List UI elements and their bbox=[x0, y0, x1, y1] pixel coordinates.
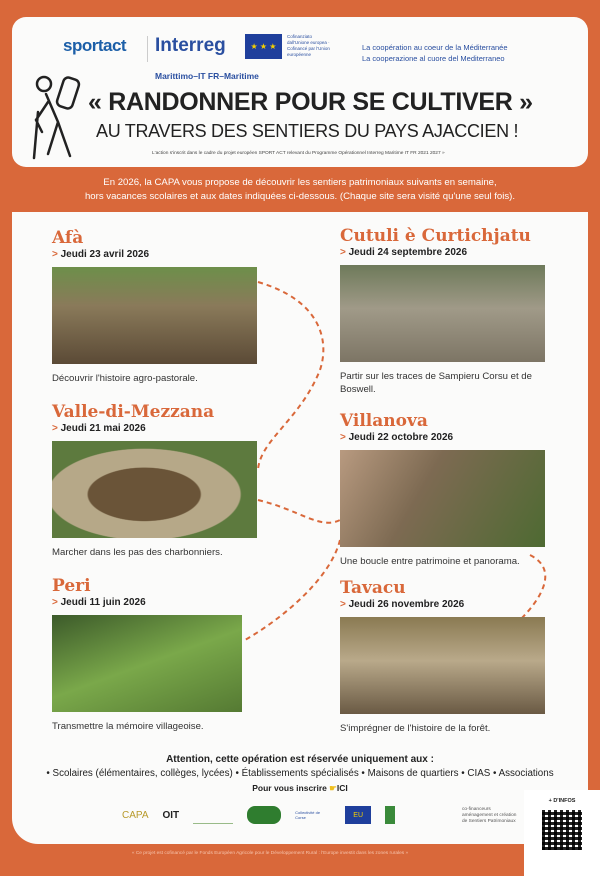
site-photo bbox=[340, 265, 545, 362]
site-caption: Transmettre la mémoire villageoise. bbox=[52, 721, 204, 732]
heron-logo bbox=[193, 806, 233, 824]
sportact-logo: sportact bbox=[63, 36, 127, 55]
oit-logo: OIT bbox=[162, 809, 180, 821]
interreg-logo: Interreg bbox=[155, 35, 226, 56]
site-name: Villanova bbox=[340, 411, 428, 431]
site-photo bbox=[52, 267, 257, 364]
site-name: Afà bbox=[52, 228, 84, 248]
logo-divider bbox=[147, 36, 148, 62]
page-title: « RANDONNER POUR SE CULTIVER » bbox=[88, 88, 533, 116]
infos-label: + D'INFOS bbox=[548, 798, 576, 804]
site-caption: Partir sur les traces de Sampieru Corsu et de Boswell. bbox=[340, 371, 532, 395]
site-date: > Jeudi 23 avril 2026 bbox=[52, 249, 150, 260]
register-line: Pour vous inscrire ☛ICI bbox=[252, 783, 348, 793]
corse-logo: Collectivité de Corse bbox=[295, 810, 321, 820]
site-photo bbox=[52, 615, 242, 712]
cooperation-tagline: La coopération au coeur de la Méditerranée La cooperazione al cuore del Mediterraneo bbox=[362, 43, 508, 63]
site-date: > Jeudi 21 mai 2026 bbox=[52, 423, 146, 434]
program-note: L'action s'inscrit dans le cadre du projet européen SPORT ACT relevant du Programme Opérationnel Interreg Maritime IT FR 2021 2027 » bbox=[152, 151, 445, 156]
cofinancers-text: co-financeurs aménagement et création de Sentiers Patrimoniaux bbox=[462, 807, 517, 824]
site-photo bbox=[52, 441, 257, 538]
pointing-hand-icon: ☛ bbox=[329, 783, 337, 793]
site-peri bbox=[52, 576, 242, 733]
eu-flag-icon: ★ ★ ★ bbox=[245, 34, 282, 59]
capa-logo: CAPA bbox=[122, 809, 149, 821]
hiker-icon bbox=[30, 72, 90, 160]
intro-text: En 2026, la CAPA vous propose de découvrir les sentiers patrimoniaux suivants en semaine, hors vacances scolaires et aux dates indiquées ci-dessous. (Chaque site sera visité qu'une seul fois). bbox=[84, 177, 516, 202]
site-caption: Marcher dans les pas des charbonniers. bbox=[52, 547, 223, 558]
register-link[interactable]: ICI bbox=[336, 783, 348, 793]
site-cutuli bbox=[340, 226, 545, 396]
eu-cofinance-text: Cofinanziato dall'Unione europea · Cofinancé par l'Union européenne bbox=[287, 34, 330, 57]
site-date: > Jeudi 26 novembre 2026 bbox=[340, 599, 465, 610]
site-caption: S'imprégner de l'histoire de la forêt. bbox=[340, 723, 491, 734]
audience-list: • Scolaires (élémentaires, collèges, lycées) • Établissements spécialisés • Maisons de quartiers • CIAS • Associations bbox=[46, 768, 554, 779]
site-photo bbox=[340, 617, 545, 714]
site-name: Tavacu bbox=[340, 578, 406, 598]
leader-logo bbox=[385, 806, 395, 824]
attention-heading: Attention, cette opération est réservée uniquement aux : bbox=[166, 754, 434, 765]
site-photo bbox=[340, 450, 545, 547]
site-date: > Jeudi 24 septembre 2026 bbox=[340, 247, 468, 258]
qr-box[interactable] bbox=[524, 790, 600, 876]
green-logo bbox=[247, 806, 281, 824]
disclaimer: « Ce projet est cofinancé par le Fonds Européen Agricole pour le Développement Rural : l'Europe investit dans les zones rurales » bbox=[131, 851, 409, 856]
page-subtitle: AU TRAVERS DES SENTIERS DU PAYS AJACCIEN ! bbox=[96, 121, 519, 141]
site-villanova bbox=[340, 411, 545, 568]
program-name: Marittimo–IT FR–Maritime bbox=[155, 71, 259, 81]
site-date: > Jeudi 22 octobre 2026 bbox=[340, 432, 454, 443]
qr-code-icon bbox=[542, 810, 582, 850]
site-name: Peri bbox=[52, 576, 91, 596]
site-tavacu bbox=[340, 578, 545, 735]
site-name: Cutuli è Curtichjatu bbox=[340, 226, 531, 246]
site-valle-di-mezzana bbox=[52, 402, 257, 559]
eu-logo: EU bbox=[345, 806, 371, 824]
site-afa bbox=[52, 228, 257, 385]
site-name: Valle-di-Mezzana bbox=[52, 402, 215, 422]
site-date: > Jeudi 11 juin 2026 bbox=[52, 597, 146, 608]
site-caption: Une boucle entre patrimoine et panorama. bbox=[340, 556, 520, 567]
partner-logos bbox=[122, 806, 395, 824]
site-caption: Découvrir l'histoire agro-pastorale. bbox=[52, 373, 198, 384]
